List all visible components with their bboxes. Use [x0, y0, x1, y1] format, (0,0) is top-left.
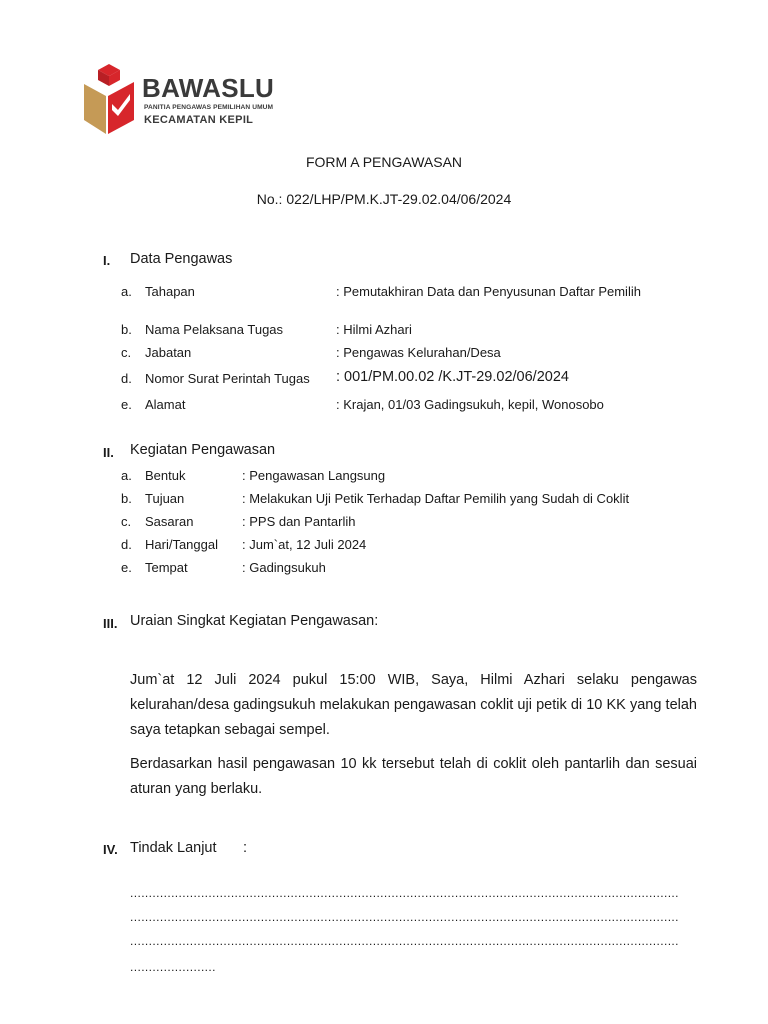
item-letter: c. [121, 345, 132, 360]
item-label: Nomor Surat Perintah Tugas [145, 371, 310, 386]
item-value: : Hilmi Azhari [336, 322, 412, 337]
item-letter: d. [121, 537, 132, 552]
section-2-title: Kegiatan Pengawasan [130, 442, 276, 458]
section-4-colon: : [243, 840, 248, 856]
item-label: Bentuk [145, 468, 186, 483]
description-paragraph-2: Berdasarkan hasil pengawasan 10 kk tersebut telah di coklit oleh pantarlih dan sesuai aturan yang berlaku. [130, 756, 697, 797]
logo-subtitle: PANITIA PENGAWAS PEMILIHAN UMUM [144, 104, 274, 111]
item-letter: a. [121, 468, 132, 483]
dotted-line: ................................................................................................................................................... [130, 934, 679, 948]
logo-subtitle-2: KECAMATAN KEPIL [144, 114, 254, 126]
section-2-number: II. [103, 445, 114, 460]
item-label: Tahapan [145, 284, 195, 299]
dotted-line: ................................................................................................................................................... [130, 886, 679, 900]
bawaslu-emblem-icon [82, 64, 138, 136]
item-letter: c. [121, 514, 132, 529]
item-letter: e. [121, 560, 132, 575]
item-label: Nama Pelaksana Tugas [145, 322, 284, 337]
section-4-title: Tindak Lanjut [130, 840, 217, 856]
item-value: : PPS dan Pantarlih [242, 514, 356, 529]
section-4-number: IV. [103, 842, 118, 857]
item-value: : Pemutakhiran Data dan Penyusunan Daftar Pemilih [336, 284, 641, 299]
item-value: : Melakukan Uji Petik Terhadap Daftar Pemilih yang Sudah di Coklit [242, 491, 630, 506]
item-value: : Krajan, 01/03 Gadingsukuh, kepil, Wonosobo [336, 397, 604, 412]
item-value: : Pengawas Kelurahan/Desa [336, 345, 501, 360]
form-title: FORM A PENGAWASAN [305, 154, 463, 170]
dotted-line: ....................... [130, 960, 216, 974]
description-paragraph-1: Jum`at 12 Juli 2024 pukul 15:00 WIB, Saya, Hilmi Azhari selaku pengawas kelurahan/desa gadingsukuh melakukan pengawasan coklit uji petik di 10 KK yang telah saya tetapkan sebagai sempel. [130, 672, 697, 738]
item-label: Tempat [145, 560, 188, 575]
item-letter: a. [121, 284, 132, 299]
item-label: Jabatan [145, 345, 192, 360]
item-value: : Gadingsukuh [242, 560, 326, 575]
section-3-title: Uraian Singkat Kegiatan Pengawasan: [130, 613, 379, 629]
section-3-number: III. [103, 616, 118, 631]
item-value: : Jum`at, 12 Juli 2024 [242, 537, 367, 552]
form-number: No.: 022/LHP/PM.K.JT-29.02.04/06/2024 [256, 191, 512, 207]
item-letter: b. [121, 322, 132, 337]
item-label: Sasaran [145, 514, 194, 529]
item-label: Alamat [145, 397, 186, 412]
section-1-number: I. [103, 253, 111, 268]
item-label: Hari/Tanggal [145, 537, 218, 552]
item-letter: d. [121, 371, 132, 386]
logo-title: BAWASLU [142, 73, 275, 103]
item-letter: e. [121, 397, 132, 412]
section-1-title: Data Pengawas [130, 251, 233, 267]
item-letter: b. [121, 491, 132, 506]
item-label: Tujuan [145, 491, 185, 506]
item-value: : 001/PM.00.02 /K.JT-29.02/06/2024 [336, 369, 569, 385]
dotted-line: ................................................................................................................................................... [130, 910, 679, 924]
bawaslu-logo [82, 64, 282, 136]
item-value: : Pengawasan Langsung [242, 468, 386, 483]
